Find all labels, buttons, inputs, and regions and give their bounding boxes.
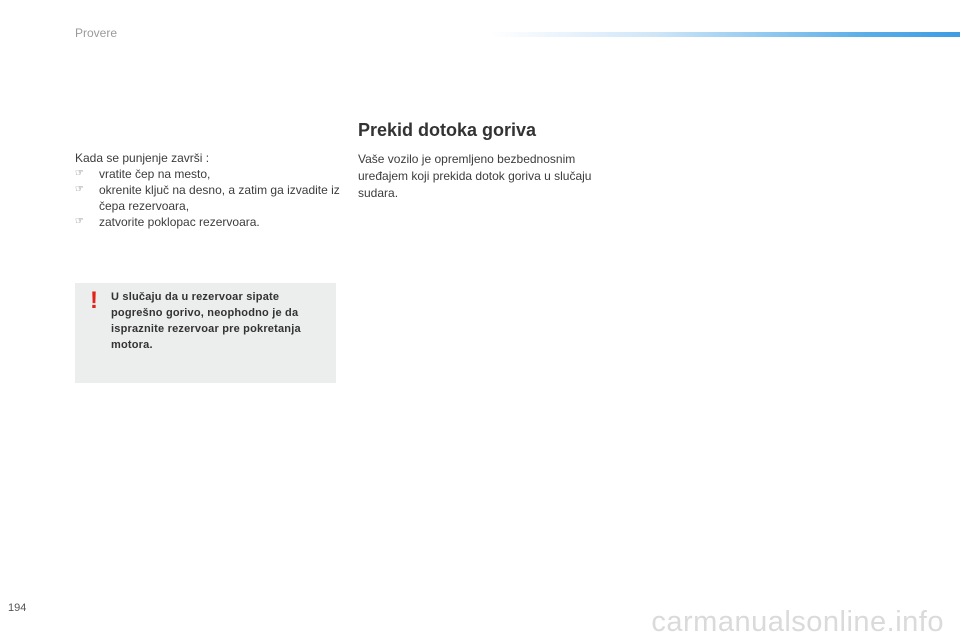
step-text: vratite čep na mesto, [99, 167, 211, 181]
warning-icon: ! [90, 287, 98, 314]
step-text: zatvorite poklopac rezervoara. [99, 215, 260, 229]
list-item [75, 166, 340, 182]
watermark: carmanualsonline.info [651, 606, 944, 638]
header-accent-bar [490, 32, 960, 37]
warning-box [75, 283, 336, 383]
warning-text: U slučaju da u rezervoar sipate pogrešno gorivo, neophodno je da ispraznite rezervoar pre pokretanja motora. [111, 291, 301, 351]
steps-list [75, 166, 340, 230]
right-column [358, 120, 608, 202]
pointing-hand-icon: ☞ [75, 216, 84, 227]
list-item [75, 182, 340, 214]
section-body: Vaše vozilo je opremljeno bezbednosnim uređajem koji prekida dotok goriva u slučaju sudara. [358, 152, 592, 200]
pointing-hand-icon: ☞ [75, 184, 84, 195]
section-title: Prekid dotoka goriva [358, 120, 537, 140]
page-number: 194 [8, 602, 27, 614]
pointing-hand-icon: ☞ [75, 168, 84, 179]
list-item [75, 214, 340, 230]
step-text: okrenite ključ na desno, a zatim ga izvadite iz čepa rezervoara, [99, 183, 340, 213]
section-label: Provere [75, 26, 118, 40]
left-column [75, 150, 340, 230]
intro-text: Kada se punjenje završi : [75, 151, 210, 165]
